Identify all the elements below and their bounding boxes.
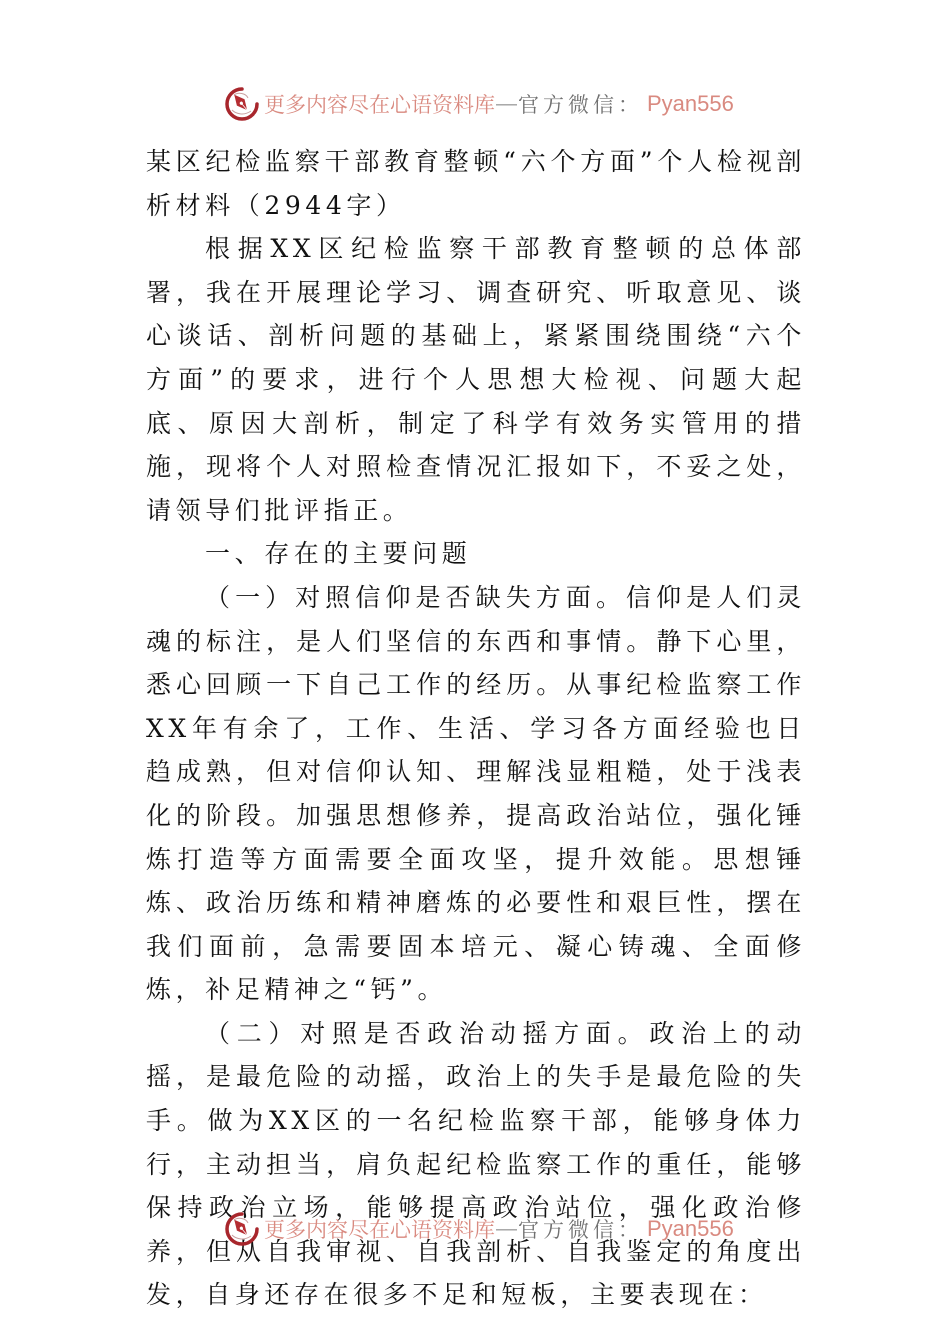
watermark-dash: — xyxy=(496,1217,517,1240)
intro-paragraph: 根据XX区纪检监察干部教育整顿的总体部署，我在开展理论学习、调查研究、听取意见、谈心谈话、剖析问题的基础上，紧紧围绕围绕“六个方面”的要求，进行个人思想大检视、问题大起底、原因大剖析，制定了科学有效务实管用的措施，现将个人对照检查情况汇报如下，不妥之处，请领导们批评指正。 xyxy=(146,234,806,525)
document-title: 某区纪检监察干部教育整顿“六个方面”个人检视剖析材料（2944字） xyxy=(146,147,806,220)
watermark-dash: — xyxy=(496,92,517,115)
pen-nib-circle-icon xyxy=(224,86,260,122)
section-heading: 一、存在的主要问题 xyxy=(205,539,472,569)
watermark-banner-bottom xyxy=(224,1209,734,1249)
pen-nib-circle-icon xyxy=(224,1211,260,1247)
watermark-wechat-label: 官方微信： xyxy=(518,93,643,117)
document-body xyxy=(146,140,806,1317)
watermark-promo-text: 更多内容尽在心语资料库 xyxy=(264,1218,495,1242)
watermark-banner-top xyxy=(224,84,734,124)
watermark-wechat-id: Pyan556 xyxy=(647,1216,734,1241)
body-paragraph: （一）对照信仰是否缺失方面。信仰是人们灵魂的标注，是人们坚信的东西和事情。静下心里，悉心回顾一下自己工作的经历。从事纪检监察工作XX年有余了，工作、生活、学习各方面经验也日趋成熟，但对信仰认知、理解浅显粗糙，处于浅表化的阶段。加强思想修养，提高政治站位，强化锤炼打造等方面需要全面攻坚，提升效能。思想锤炼、政治历练和精神磨炼的必要性和艰巨性，摆在我们面前，急需要固本培元、凝心铸魂、全面修炼，补足精神之“钙”。 xyxy=(146,582,806,1005)
watermark-wechat-id: Pyan556 xyxy=(647,91,734,116)
body-paragraph: （二）对照是否政治动摇方面。政治上的动摇，是最危险的动摇，政治上的失手是最危险的失手。做为XX区的一名纪检监察干部，能够身体力行，主动担当，肩负起纪检监察工作的重任，能够保持政治立场，能够提高政治站位，强化政治修养，但从自我审视、自我剖析、自我鉴定的角度出发，自身还存在很多不足和短板，主要表现在： xyxy=(146,1018,806,1310)
watermark-wechat-label: 官方微信： xyxy=(518,1218,643,1242)
watermark-promo-text: 更多内容尽在心语资料库 xyxy=(264,93,495,117)
